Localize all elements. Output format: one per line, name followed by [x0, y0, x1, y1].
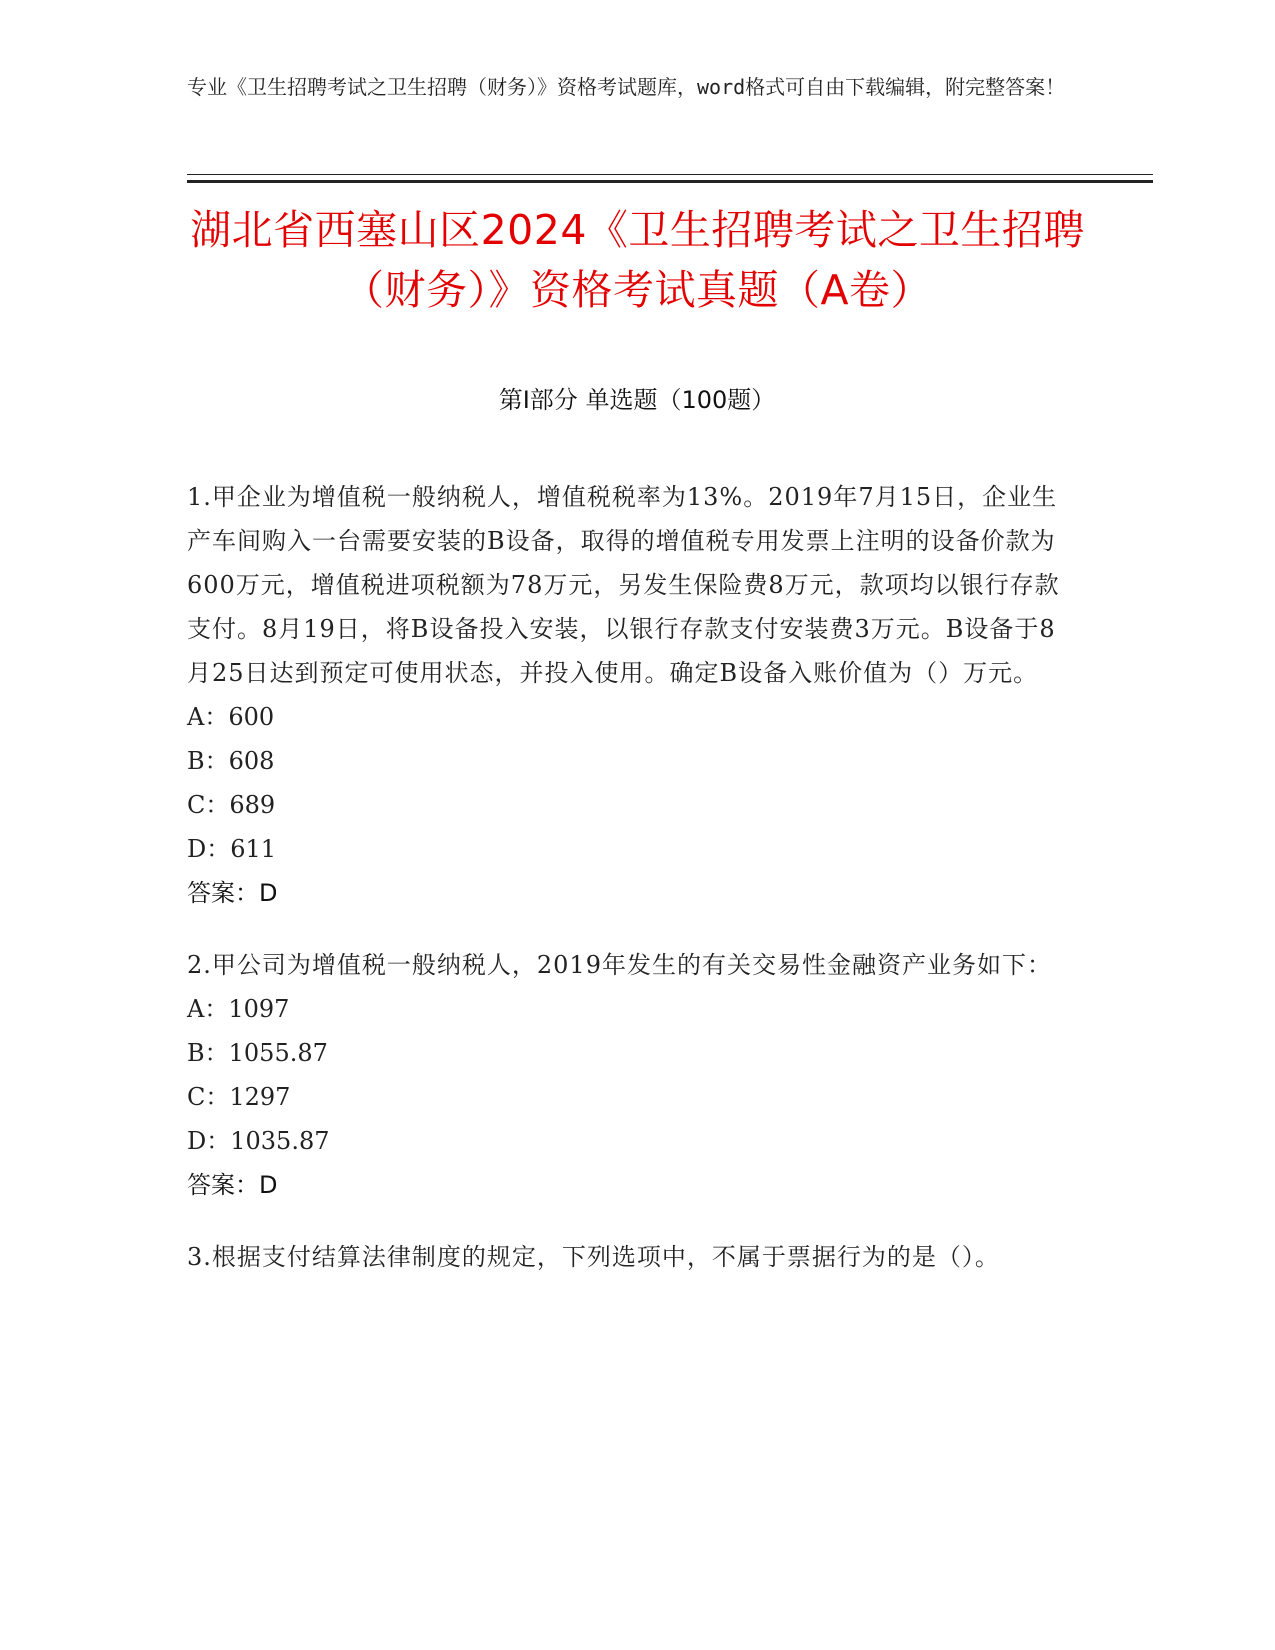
header-divider-thin [187, 174, 1153, 175]
question-stem: 3.根据支付结算法律制度的规定，下列选项中，不属于票据行为的是（）。 [187, 1243, 1000, 1271]
header-divider-thick [187, 180, 1153, 183]
answer-line: 答案：D [187, 1171, 278, 1199]
option-d: D：1035.87 [187, 1127, 330, 1155]
question-list [187, 475, 1067, 1307]
option-c: C：689 [187, 791, 276, 819]
answer-line: 答案：D [187, 879, 278, 907]
document-title: 湖北省西塞山区2024《卫生招聘考试之卫生招聘（财务）》资格考试真题（A卷） [190, 206, 1085, 314]
question-stem: 1.甲企业为增值税一般纳税人，增值税税率为13%。2019年7月15日，企业生产车间购入一台需要安装的B设备，取得的增值税专用发票上注明的设备价款为600万元，增值税进项税额为78万元，另发生保险费8万元，款项均以银行存款支付。8月19日，将B设备投入安装，以银行存款支付安装费3万元。B设备于8月25日达到预定可使用状态，并投入使用。确定B设备入账价值为（）万元。 [187, 483, 1060, 687]
question-2 [187, 943, 1067, 1207]
option-c: C：1297 [187, 1083, 291, 1111]
question-3 [187, 1235, 1067, 1279]
option-b: B：1055.87 [187, 1039, 328, 1067]
option-b: B：608 [187, 747, 275, 775]
question-1 [187, 475, 1067, 915]
section-heading: 第Ⅰ部分 单选题（100题） [498, 386, 776, 414]
option-d: D：611 [187, 835, 277, 863]
page-header: 专业《卫生招聘考试之卫生招聘（财务）》资格考试题库，word格式可自由下载编辑，附完整答案！ [187, 75, 1066, 99]
option-a: A：1097 [187, 995, 290, 1023]
option-a: A：600 [187, 703, 275, 731]
question-stem: 2.甲公司为增值税一般纳税人，2019年发生的有关交易性金融资产业务如下： [187, 951, 1052, 979]
